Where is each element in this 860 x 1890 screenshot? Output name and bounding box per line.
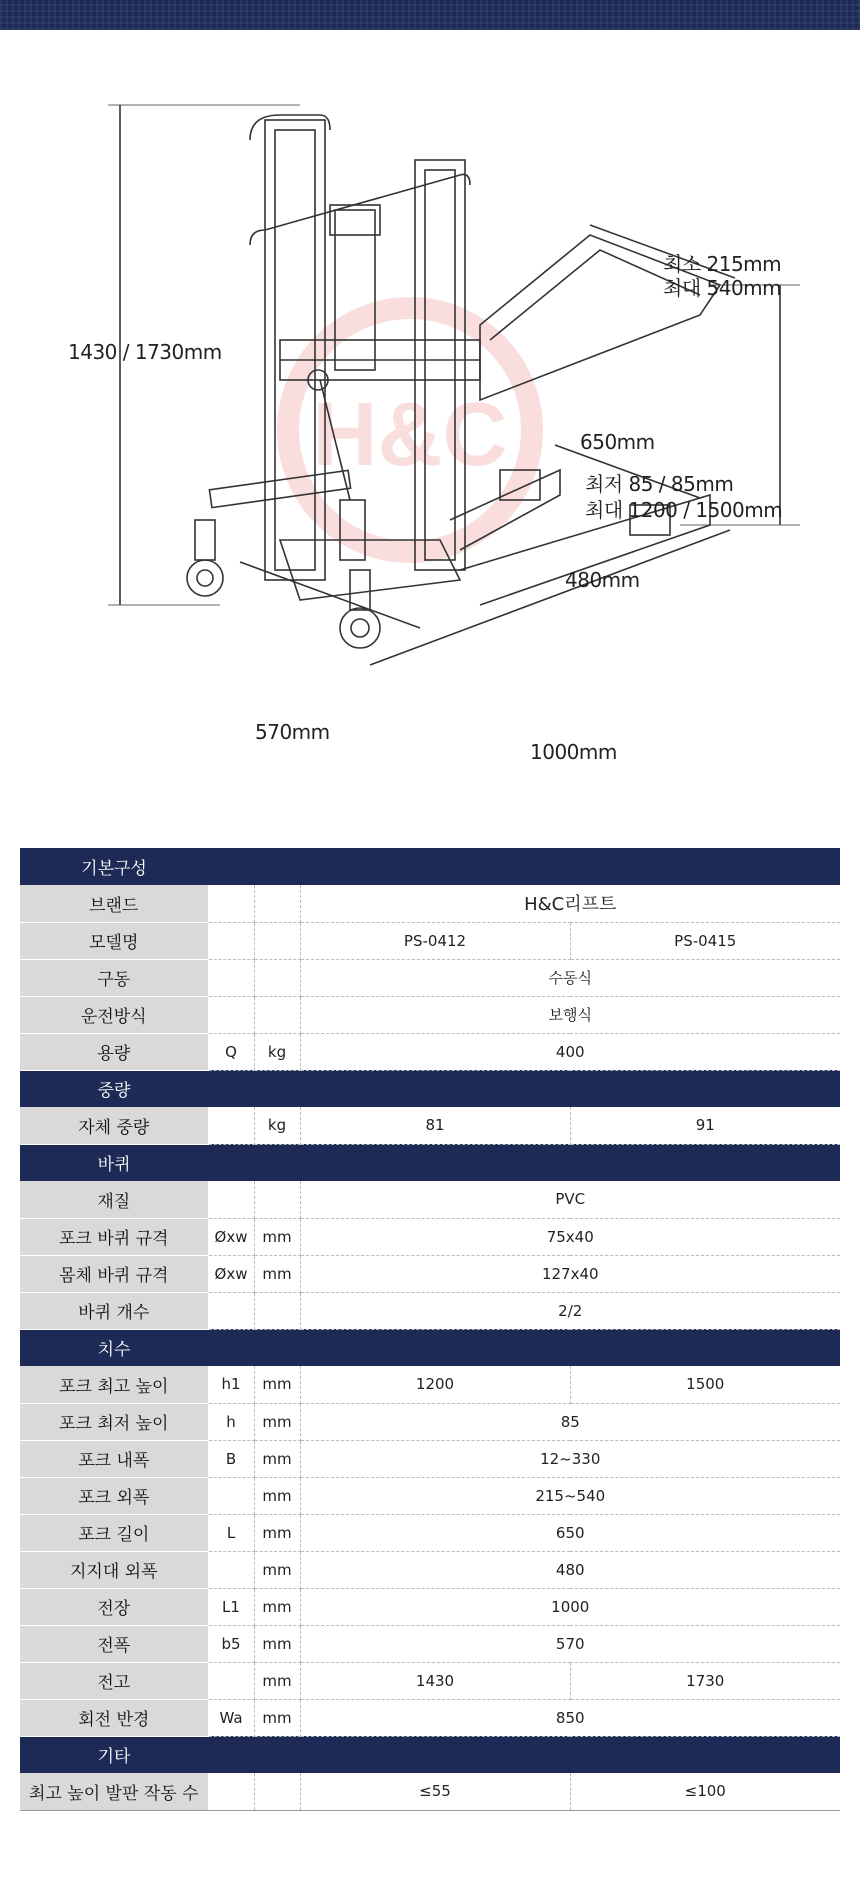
stacker-illustration — [0, 100, 860, 820]
spec-unit: mm — [254, 1551, 300, 1588]
spec-unit: mm — [254, 1625, 300, 1662]
spec-value: 1730 — [570, 1662, 840, 1699]
spec-label: 재질 — [20, 1181, 208, 1218]
spec-symbol — [208, 1181, 254, 1218]
spec-row — [20, 1255, 840, 1292]
spec-symbol: Øxw — [208, 1218, 254, 1255]
spec-value: 850 — [300, 1699, 840, 1736]
spec-symbol: Q — [208, 1033, 254, 1070]
spec-label: 몸체 바퀴 규격 — [20, 1255, 208, 1292]
spec-value: 수동식 — [300, 959, 840, 996]
spec-value: ≤100 — [570, 1773, 840, 1810]
spec-label: 지지대 외폭 — [20, 1551, 208, 1588]
spec-value: 91 — [570, 1107, 840, 1144]
spec-value: 400 — [300, 1033, 840, 1070]
spec-row — [20, 1218, 840, 1255]
spec-value: 보행식 — [300, 996, 840, 1033]
overall-length: 1000mm — [530, 740, 617, 764]
spec-value: 1430 — [300, 1662, 570, 1699]
spec-value: 1000 — [300, 1588, 840, 1625]
spec-symbol: h1 — [208, 1366, 254, 1403]
spec-row — [20, 1625, 840, 1662]
fork-length: 650mm — [580, 430, 655, 454]
spec-unit: mm — [254, 1662, 300, 1699]
spec-label: 포크 내폭 — [20, 1440, 208, 1477]
support-width: 480mm — [565, 568, 640, 592]
spec-label: 모델명 — [20, 922, 208, 959]
spec-label: 브랜드 — [20, 885, 208, 922]
spec-symbol — [208, 1551, 254, 1588]
section-header — [20, 848, 840, 885]
spec-row — [20, 922, 840, 959]
spec-row — [20, 1551, 840, 1588]
spec-value: 12~330 — [300, 1440, 840, 1477]
spec-unit — [254, 885, 300, 922]
spec-unit: mm — [254, 1514, 300, 1551]
spec-symbol — [208, 1662, 254, 1699]
fork-width-min: 최소 215mm — [663, 252, 782, 276]
spec-symbol: L1 — [208, 1588, 254, 1625]
top-banner — [0, 0, 860, 30]
spec-label: 구동 — [20, 959, 208, 996]
section-header — [20, 1736, 840, 1773]
spec-row — [20, 1699, 840, 1736]
spec-label: 전고 — [20, 1662, 208, 1699]
spec-row — [20, 1514, 840, 1551]
spec-unit: kg — [254, 1107, 300, 1144]
fork-width-max: 최대 540mm — [663, 276, 782, 300]
section-title: 기타 — [20, 1736, 208, 1773]
spec-unit — [254, 959, 300, 996]
spec-label: 포크 최저 높이 — [20, 1403, 208, 1440]
spec-value: 480 — [300, 1551, 840, 1588]
spec-value: 570 — [300, 1625, 840, 1662]
spec-label: 포크 외폭 — [20, 1477, 208, 1514]
spec-value: 85 — [300, 1403, 840, 1440]
spec-row — [20, 1366, 840, 1403]
spec-row — [20, 1588, 840, 1625]
spec-label: 전폭 — [20, 1625, 208, 1662]
fork-lowest: 최저 85 / 85mm — [585, 472, 734, 496]
spec-label: 회전 반경 — [20, 1699, 208, 1736]
spec-row — [20, 1181, 840, 1218]
spec-symbol — [208, 922, 254, 959]
spec-row — [20, 959, 840, 996]
spec-symbol — [208, 1773, 254, 1810]
spec-symbol — [208, 1292, 254, 1329]
spec-row — [20, 1107, 840, 1144]
spec-unit — [254, 922, 300, 959]
spec-row — [20, 1440, 840, 1477]
spec-symbol: h — [208, 1403, 254, 1440]
spec-unit: mm — [254, 1699, 300, 1736]
section-header — [20, 1070, 840, 1107]
spec-symbol: B — [208, 1440, 254, 1477]
spec-label: 자체 중량 — [20, 1107, 208, 1144]
spec-value: H&C리프트 — [300, 885, 840, 922]
spec-symbol — [208, 1477, 254, 1514]
spec-label: 포크 최고 높이 — [20, 1366, 208, 1403]
spec-value: PS-0412 — [300, 922, 570, 959]
spec-unit: mm — [254, 1218, 300, 1255]
spec-label: 전장 — [20, 1588, 208, 1625]
spec-value: 1200 — [300, 1366, 570, 1403]
spec-value: 650 — [300, 1514, 840, 1551]
spec-row — [20, 996, 840, 1033]
spec-label: 용량 — [20, 1033, 208, 1070]
spec-table — [20, 848, 840, 1811]
spec-label: 포크 바퀴 규격 — [20, 1218, 208, 1255]
stacker-diagram — [0, 100, 860, 820]
spec-symbol: Øxw — [208, 1255, 254, 1292]
section-title: 치수 — [20, 1329, 208, 1366]
spec-value: 215~540 — [300, 1477, 840, 1514]
spec-value: PVC — [300, 1181, 840, 1218]
spec-unit — [254, 1181, 300, 1218]
spec-value: 75x40 — [300, 1218, 840, 1255]
watermark-text: H&C — [312, 385, 508, 485]
spec-symbol — [208, 1107, 254, 1144]
spec-unit: mm — [254, 1366, 300, 1403]
spec-symbol: L — [208, 1514, 254, 1551]
spec-symbol — [208, 885, 254, 922]
section-title: 기본구성 — [20, 848, 208, 885]
section-title: 중량 — [20, 1070, 208, 1107]
spec-row — [20, 885, 840, 922]
spec-row — [20, 1403, 840, 1440]
spec-value: 127x40 — [300, 1255, 840, 1292]
spec-symbol: Wa — [208, 1699, 254, 1736]
spec-value: 2/2 — [300, 1292, 840, 1329]
spec-unit: mm — [254, 1403, 300, 1440]
spec-label: 포크 길이 — [20, 1514, 208, 1551]
spec-row — [20, 1292, 840, 1329]
section-header — [20, 1144, 840, 1181]
spec-row — [20, 1033, 840, 1070]
spec-unit — [254, 996, 300, 1033]
spec-value: PS-0415 — [570, 922, 840, 959]
section-title: 바퀴 — [20, 1144, 208, 1181]
fork-highest: 최대 1200 / 1500mm — [585, 498, 783, 522]
height-dimension: 1430 / 1730mm — [68, 340, 222, 364]
spec-symbol: b5 — [208, 1625, 254, 1662]
spec-unit — [254, 1292, 300, 1329]
spec-unit: kg — [254, 1033, 300, 1070]
spec-symbol — [208, 959, 254, 996]
spec-row — [20, 1773, 840, 1810]
spec-unit: mm — [254, 1588, 300, 1625]
spec-unit: mm — [254, 1477, 300, 1514]
spec-unit: mm — [254, 1255, 300, 1292]
spec-label: 운전방식 — [20, 996, 208, 1033]
spec-unit: mm — [254, 1440, 300, 1477]
spec-value: 81 — [300, 1107, 570, 1144]
spec-value: ≤55 — [300, 1773, 570, 1810]
overall-width: 570mm — [255, 720, 330, 744]
spec-label: 최고 높이 발판 작동 수 — [20, 1773, 208, 1810]
spec-symbol — [208, 996, 254, 1033]
spec-row — [20, 1477, 840, 1514]
section-header — [20, 1329, 840, 1366]
spec-unit — [254, 1773, 300, 1810]
spec-row — [20, 1662, 840, 1699]
spec-value: 1500 — [570, 1366, 840, 1403]
spec-label: 바퀴 개수 — [20, 1292, 208, 1329]
